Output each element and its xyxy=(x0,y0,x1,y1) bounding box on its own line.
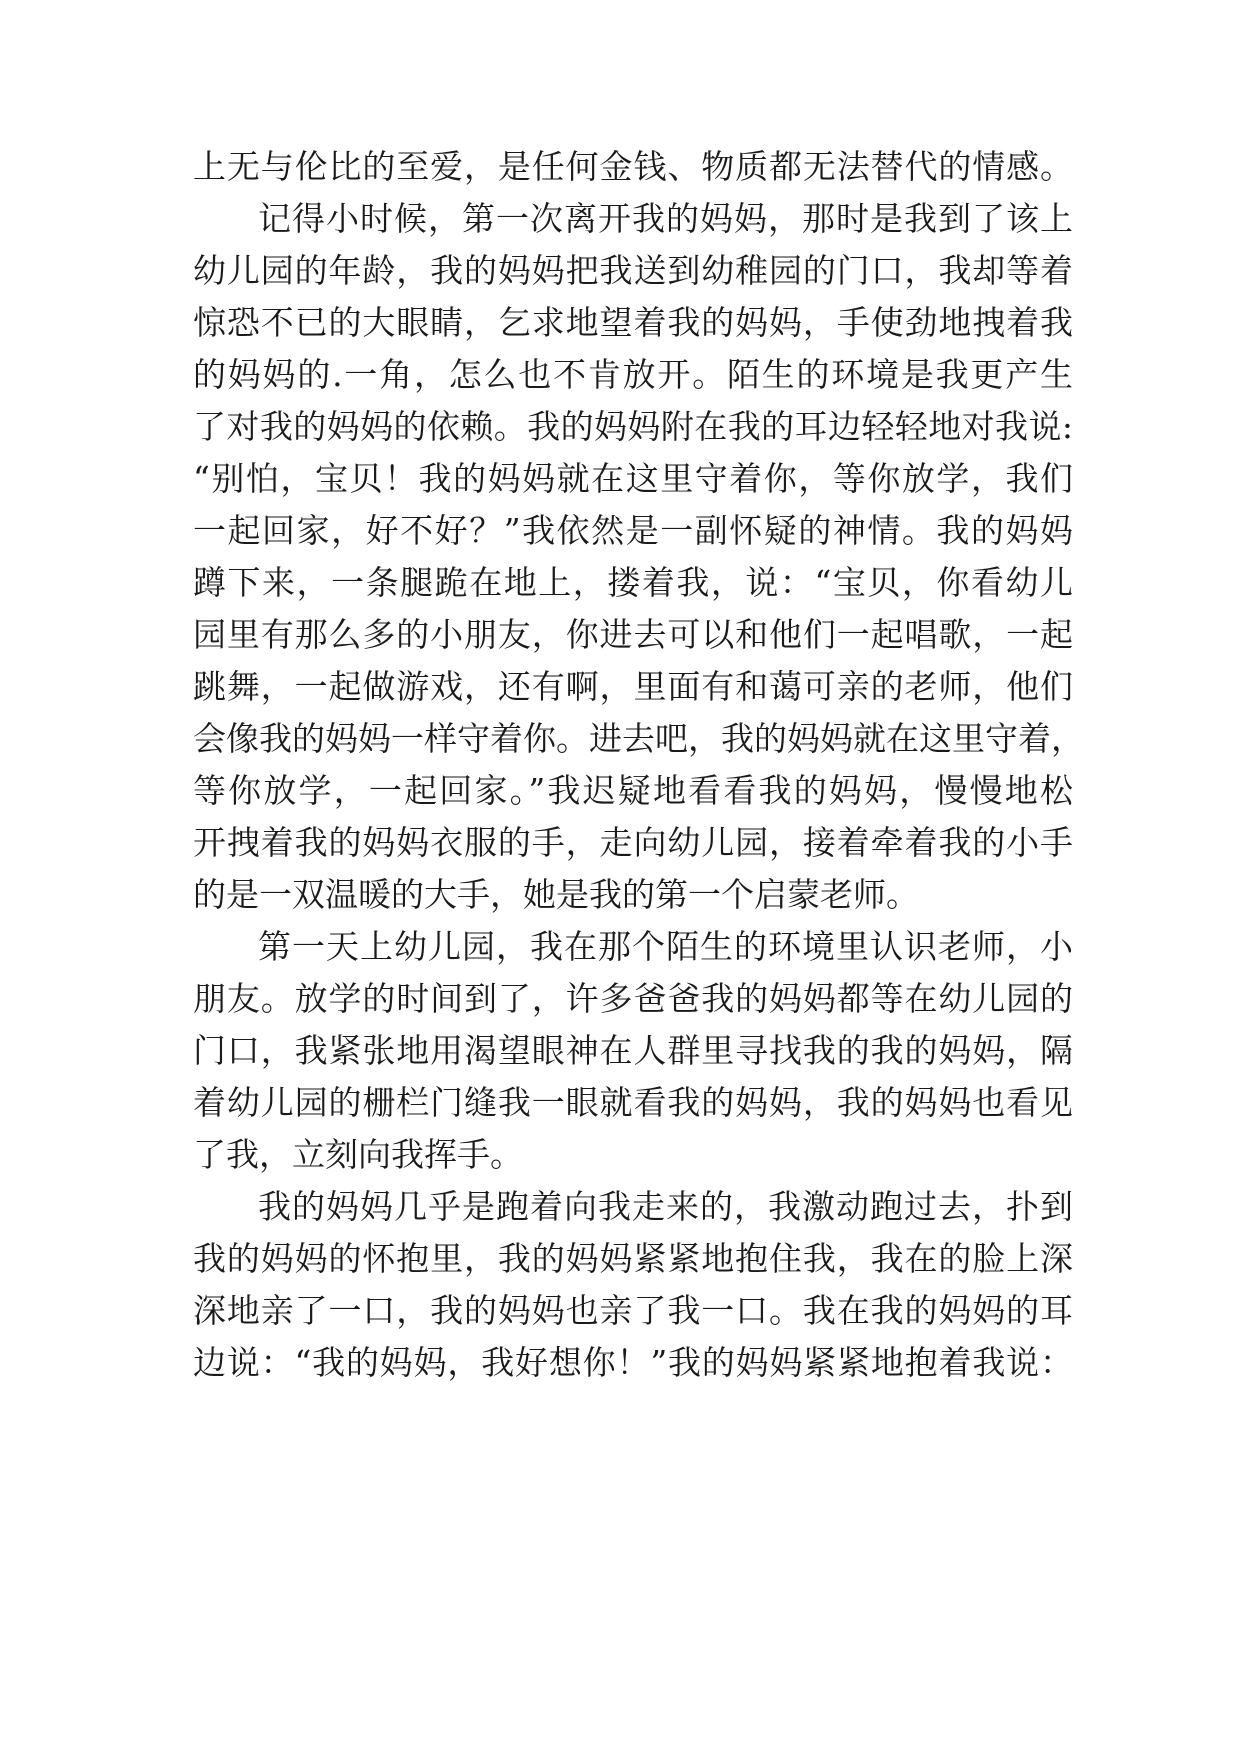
text-line: 着幼儿园的栅栏门缝我一眼就看我的妈妈，我的妈妈也看见 xyxy=(193,1083,1073,1122)
text-line: 开拽着我的妈妈衣服的手，走向幼儿园，接着牵着我的小手 xyxy=(193,823,1073,862)
text-line: 一起回家，好不好？”我依然是一副怀疑的神情。我的妈妈 xyxy=(193,511,1073,550)
text-line: 上无与伦比的至爱，是任何金钱、物质都无法替代的情感。 xyxy=(193,147,1073,186)
text-line: 记得小时候，第一次离开我的妈妈，那时是我到了该上 xyxy=(258,199,1073,238)
text-line: 会像我的妈妈一样守着你。进去吧，我的妈妈就在这里守着， xyxy=(193,719,1084,758)
text-line: “别怕，宝贝！我的妈妈就在这里守着你，等你放学，我们 xyxy=(193,459,1073,498)
text-line: 了我，立刻向我挥手。 xyxy=(193,1135,523,1174)
text-line: 跳舞，一起做游戏，还有啊，里面有和蔼可亲的老师，他们 xyxy=(193,667,1073,706)
text-line: 的妈妈的.一角，怎么也不肯放开。陌生的环境是我更产生 xyxy=(193,355,1073,394)
text-line: 蹲下来，一条腿跪在地上，搂着我，说：“宝贝，你看幼儿 xyxy=(193,563,1073,602)
text-line: 惊恐不已的大眼睛，乞求地望着我的妈妈，手使劲地拽着我 xyxy=(193,303,1073,342)
text-line: 门口，我紧张地用渴望眼神在人群里寻找我的我的妈妈，隔 xyxy=(193,1031,1073,1070)
text-line: 幼儿园的年龄，我的妈妈把我送到幼稚园的门口，我却等着 xyxy=(193,251,1073,290)
text-line: 的是一双温暖的大手，她是我的第一个启蒙老师。 xyxy=(193,875,919,914)
text-line: 园里有那么多的小朋友，你进去可以和他们一起唱歌，一起 xyxy=(193,615,1073,654)
text-line: 我的妈妈的怀抱里，我的妈妈紧紧地抱住我，我在的脸上深 xyxy=(193,1239,1073,1278)
text-line: 深地亲了一口，我的妈妈也亲了我一口。我在我的妈妈的耳 xyxy=(193,1291,1073,1330)
text-line: 了对我的妈妈的依赖。我的妈妈附在我的耳边轻轻地对我说: xyxy=(193,407,1073,446)
text-line: 我的妈妈几乎是跑着向我走来的，我激动跑过去，扑到 xyxy=(258,1187,1073,1226)
text-line: 等你放学，一起回家。”我迟疑地看看我的妈妈，慢慢地松 xyxy=(193,771,1073,810)
text-line: 边说：“我的妈妈，我好想你！”我的妈妈紧紧地抱着我说： xyxy=(193,1343,1073,1382)
text-line: 第一天上幼儿园，我在那个陌生的环境里认识老师，小 xyxy=(258,927,1073,966)
text-line: 朋友。放学的时间到了，许多爸爸我的妈妈都等在幼儿园的 xyxy=(193,979,1073,1018)
